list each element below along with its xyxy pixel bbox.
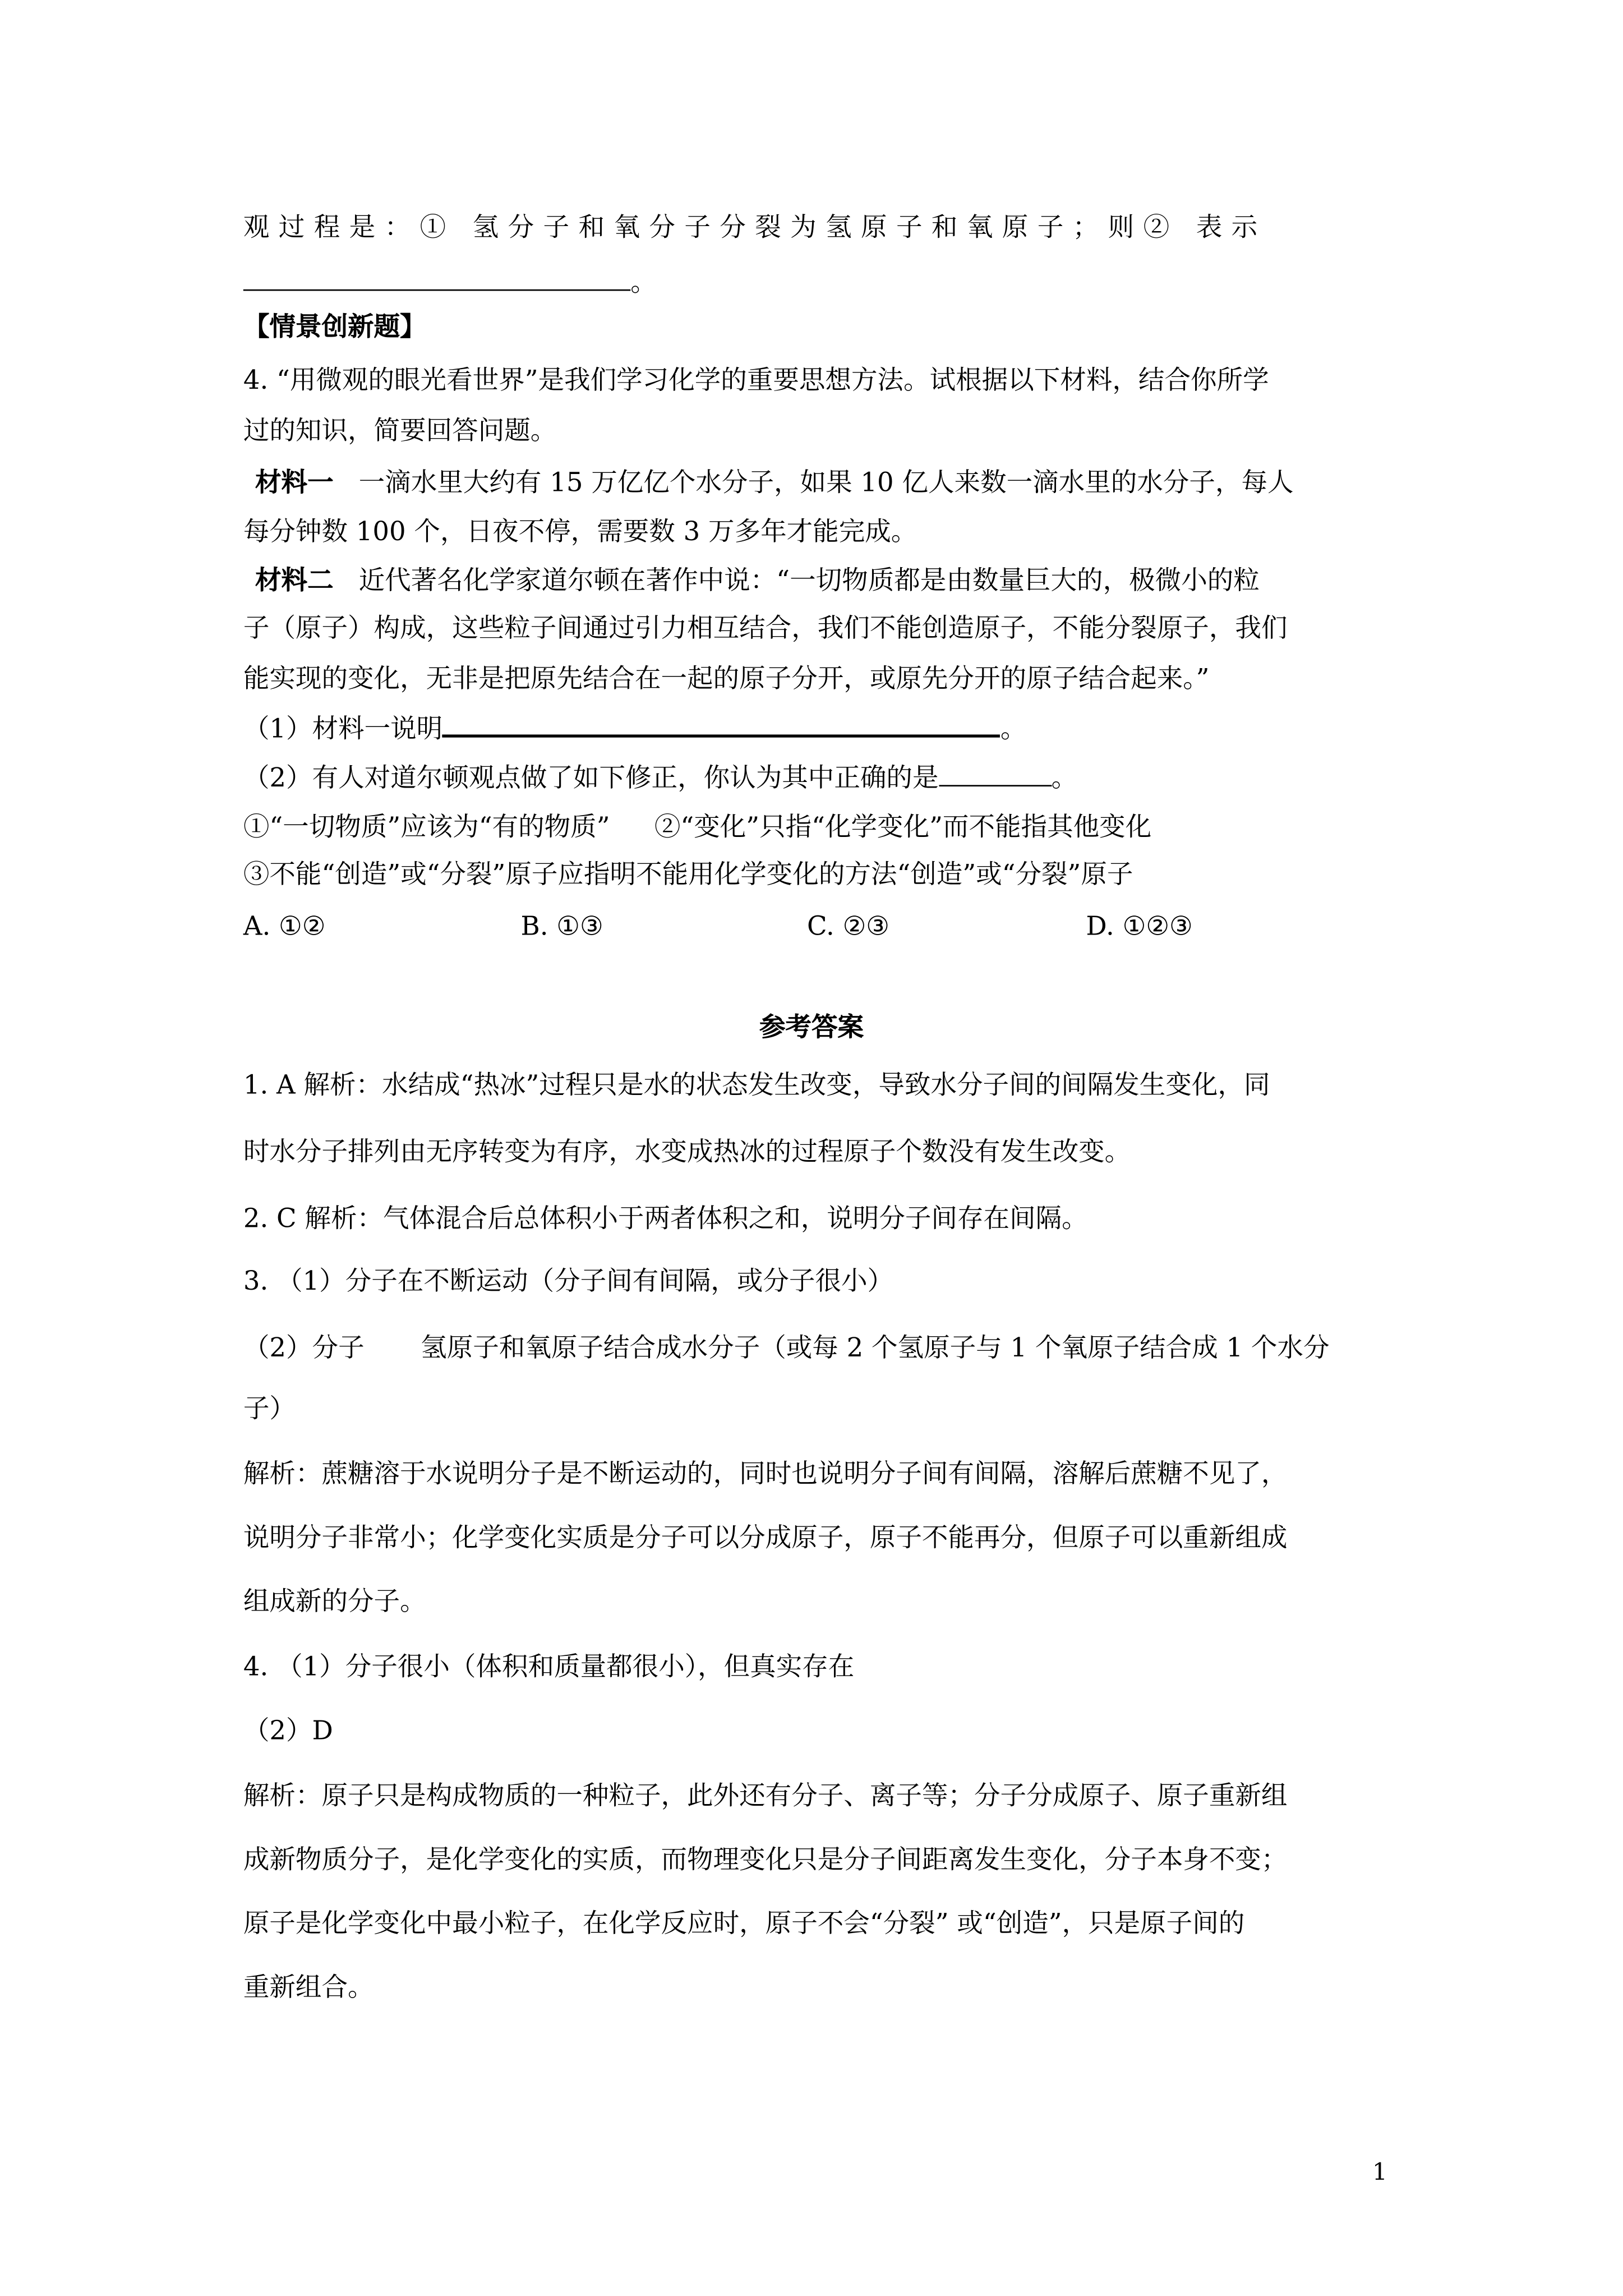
q4-sub2-prefix: （2）有人对道尔顿观点做了如下修正，你认为其中正确的是 [243,764,939,794]
answer-3-part-2-label: （2）分子 [243,1334,365,1364]
answers-heading: 参考答案 [759,1012,864,1043]
q4-sub1-suffix: 。 [1000,715,1027,745]
q4-sub1-blank[interactable] [442,714,1000,737]
material1-line-2: 每分钟数 100 个，日夜不停，需要数 3 万多年才能完成。 [243,518,917,548]
statement-2: ②“变化”只指“化学变化”而不能指其他变化 [654,813,1152,843]
material1-line-1 [255,466,1294,501]
q4-statements-row [243,810,1151,845]
answer-4-explanation-1: 解析：原子只是构成物质的一种粒子，此外还有分子、离子等；分子分成原子、原子重新组 [243,1782,1288,1812]
q4-sub2-suffix: 。 [1051,764,1078,794]
q4-sub2 [243,761,1077,797]
q4-stem-line-1: 4. “用微观的眼光看世界”是我们学习化学的重要思想方法。试根据以下材料，结合你所学 [243,366,1269,397]
material2-text: 近代著名化学家道尔顿在著作中说：“一切物质都是由数量巨大的，极微小的粒 [358,567,1260,597]
answer-1-line-1: 1. A 解析：水结成“热冰”过程只是水的状态发生改变，导致水分子间的间隔发生变化，同 [243,1071,1270,1101]
answer-2: 2. C 解析：气体混合后总体积小于两者体积之和，说明分子间存在间隔。 [243,1204,1088,1235]
answer-4-explanation-2: 成新物质分子，是化学变化的实质，而物理变化只是分子间距离发生变化，分子本身不变； [243,1846,1288,1876]
material2-label: 材料二 [255,565,334,597]
answer-3-part-2-cont: 子） [243,1395,296,1425]
top-line-2 [243,266,657,301]
q4-stem-line-2: 过的知识，简要回答问题。 [243,417,557,447]
material2-line-1 [255,564,1260,599]
answer-3-explanation-1: 解析：蔗糖溶于水说明分子是不断运动的，同时也说明分子间有间隔，溶解后蔗糖不见了， [243,1460,1288,1490]
material2-line-2: 子（原子）构成，这些粒子间通过引力相互结合，我们不能创造原子，不能分裂原子，我们 [243,614,1288,645]
answer-3-explanation-2: 说明分子非常小；化学变化实质是分子可以分成原子，原子不能再分，但原子可以重新组成 [243,1524,1288,1554]
top-line-1: 观过程是：① 氢分子和氧分子分裂为氢原子和氧原子；则② 表示 [243,213,1267,243]
answer-3-part-1: 3. （1）分子在不断运动（分子间有间隔，或分子很小） [243,1267,894,1297]
page-number: 1 [1372,2157,1387,2186]
q4-sub1 [243,712,1027,748]
answer-3-explanation-3: 组成新的分子。 [243,1588,426,1618]
answer-4-part-1: 4. （1）分子很小（体积和质量都很小），但真实存在 [243,1653,855,1683]
material1-label: 材料一 [255,467,334,499]
answer-3-part-2-text: 氢原子和氧原子结合成水分子（或每 2 个氢原子与 1 个氧原子结合成 1 个水分 [421,1334,1330,1364]
answer-4-explanation-3: 原子是化学变化中最小粒子，在化学反应时，原子不会“分裂” 或“创造”，只是原子间的 [243,1910,1245,1940]
answer-3-part-2 [243,1331,1330,1366]
q4-sub1-prefix: （1）材料一说明 [243,715,443,745]
answer-4-explanation-4: 重新组合。 [243,1973,374,2004]
section-heading: 【情景创新题】 [243,311,426,343]
statement-3: ③不能“创造”或“分裂”原子应指明不能用化学变化的方法“创造”或“分裂”原子 [243,861,1133,891]
material2-line-3: 能实现的变化，无非是把原先结合在一起的原子分开，或原先分开的原子结合起来。” [243,665,1210,695]
q4-sub2-blank[interactable] [939,764,1052,786]
answer-4-part-2: （2）D [243,1717,333,1747]
option-d[interactable]: D. ①②③ [1086,912,1193,942]
answer-1-line-2: 时水分子排列由无序转变为有序，水变成热冰的过程原子个数没有发生改变。 [243,1138,1131,1168]
option-c[interactable]: C. ②③ [807,912,890,942]
option-b[interactable]: B. ①③ [520,912,603,942]
option-a[interactable]: A. ①② [243,912,326,942]
answer-blank-top[interactable] [243,269,630,291]
statement-1: ①“一切物质”应该为“有的物质” [243,813,610,843]
material1-text: 一滴水里大约有 15 万亿亿个水分子，如果 10 亿人来数一滴水里的水分子，每人 [358,468,1294,499]
top-line-2-end: 。 [630,268,657,298]
